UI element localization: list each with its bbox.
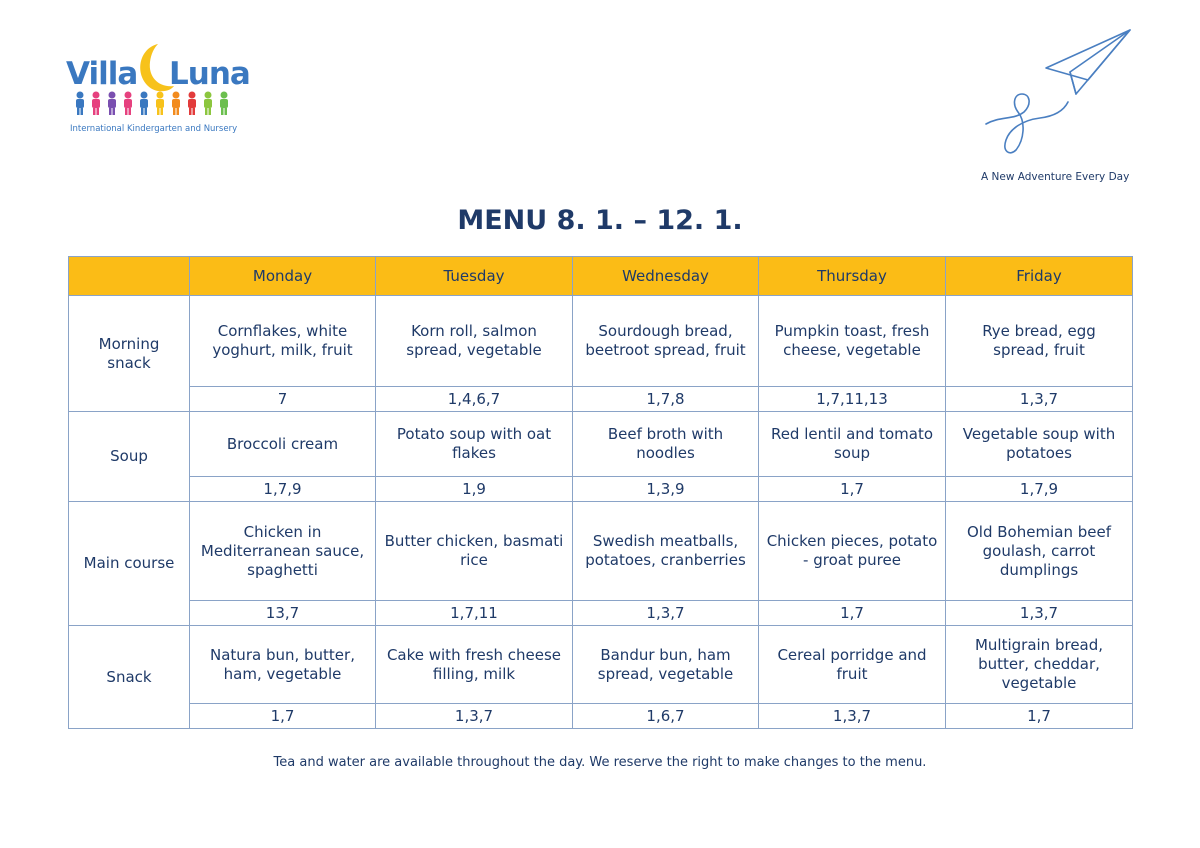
day-header: Thursday bbox=[759, 257, 946, 296]
dish-row bbox=[69, 296, 1133, 387]
dish-cell: Broccoli cream bbox=[190, 412, 376, 477]
allergen-row bbox=[69, 601, 1133, 626]
dish-cell: Cornflakes, white yoghurt, milk, fruit bbox=[190, 296, 376, 387]
allergen-cell: 1,4,6,7 bbox=[376, 387, 573, 412]
dish-cell: Sourdough bread, beetroot spread, fruit bbox=[573, 296, 759, 387]
meal-label: Snack bbox=[69, 626, 190, 729]
meal-label: Soup bbox=[69, 412, 190, 502]
allergen-cell: 1,3,7 bbox=[946, 387, 1133, 412]
allergen-cell: 1,7 bbox=[759, 601, 946, 626]
allergen-cell: 1,7,9 bbox=[946, 477, 1133, 502]
allergen-cell: 1,7 bbox=[946, 704, 1133, 729]
allergen-cell: 1,7,11,13 bbox=[759, 387, 946, 412]
logo-subtitle: International Kindergarten and Nursery bbox=[70, 124, 238, 134]
dish-cell: Korn roll, salmon spread, vegetable bbox=[376, 296, 573, 387]
allergen-cell: 1,3,9 bbox=[573, 477, 759, 502]
allergen-row bbox=[69, 704, 1133, 729]
meal-label: Morning snack bbox=[69, 296, 190, 412]
day-header: Tuesday bbox=[376, 257, 573, 296]
dish-cell: Potato soup with oat flakes bbox=[376, 412, 573, 477]
allergen-cell: 1,7 bbox=[190, 704, 376, 729]
dish-cell: Beef broth with noodles bbox=[573, 412, 759, 477]
menu-title: MENU 8. 1. – 12. 1. bbox=[457, 205, 743, 236]
dish-cell: Rye bread, egg spread, fruit bbox=[946, 296, 1133, 387]
allergen-cell: 1,7,8 bbox=[573, 387, 759, 412]
allergen-cell: 1,6,7 bbox=[573, 704, 759, 729]
allergen-cell: 1,7,11 bbox=[376, 601, 573, 626]
dish-cell: Bandur bun, ham spread, vegetable bbox=[573, 626, 759, 704]
dish-cell: Red lentil and tomato soup bbox=[759, 412, 946, 477]
dish-cell: Old Bohemian beef goulash, carrot dumplings bbox=[946, 502, 1133, 601]
allergen-cell: 1,7 bbox=[759, 477, 946, 502]
allergen-cell: 13,7 bbox=[190, 601, 376, 626]
allergen-cell: 1,3,7 bbox=[376, 704, 573, 729]
allergen-cell: 1,3,7 bbox=[946, 601, 1133, 626]
allergen-row bbox=[69, 387, 1133, 412]
meal-label: Main course bbox=[69, 502, 190, 626]
dish-cell: Butter chicken, basmati rice bbox=[376, 502, 573, 601]
allergen-cell: 1,7,9 bbox=[190, 477, 376, 502]
day-header: Friday bbox=[946, 257, 1133, 296]
allergen-cell: 1,3,7 bbox=[573, 601, 759, 626]
dish-cell: Pumpkin toast, fresh cheese, vegetable bbox=[759, 296, 946, 387]
dish-cell: Swedish meatballs, potatoes, cranberries bbox=[573, 502, 759, 601]
dish-cell: Vegetable soup with potatoes bbox=[946, 412, 1133, 477]
dish-row bbox=[69, 412, 1133, 477]
day-header: Wednesday bbox=[573, 257, 759, 296]
dish-cell: Cereal porridge and fruit bbox=[759, 626, 946, 704]
day-header: Monday bbox=[190, 257, 376, 296]
table-header-row bbox=[69, 257, 1133, 296]
footer-note: Tea and water are available throughout the day. We reserve the right to make changes to the menu. bbox=[273, 755, 927, 770]
villa-luna-logo bbox=[66, 40, 256, 140]
allergen-cell: 7 bbox=[190, 387, 376, 412]
allergen-cell: 1,3,7 bbox=[759, 704, 946, 729]
tagline: A New Adventure Every Day bbox=[981, 171, 1130, 183]
logo-word-luna: Luna bbox=[169, 56, 250, 92]
allergen-cell: 1,9 bbox=[376, 477, 573, 502]
paper-plane-icon bbox=[980, 28, 1140, 158]
dish-cell: Multigrain bread, butter, cheddar, vegetable bbox=[946, 626, 1133, 704]
allergen-row bbox=[69, 477, 1133, 502]
logo-word-villa: Villa bbox=[66, 56, 138, 92]
dish-cell: Chicken in Mediterranean sauce, spaghetti bbox=[190, 502, 376, 601]
dish-cell: Natura bun, butter, ham, vegetable bbox=[190, 626, 376, 704]
header-corner bbox=[69, 257, 190, 296]
children-row-icon bbox=[72, 90, 238, 116]
dish-row bbox=[69, 626, 1133, 704]
dish-cell: Chicken pieces, potato - groat puree bbox=[759, 502, 946, 601]
weekly-menu-table bbox=[68, 256, 1133, 729]
dish-row bbox=[69, 502, 1133, 601]
dish-cell: Cake with fresh cheese filling, milk bbox=[376, 626, 573, 704]
